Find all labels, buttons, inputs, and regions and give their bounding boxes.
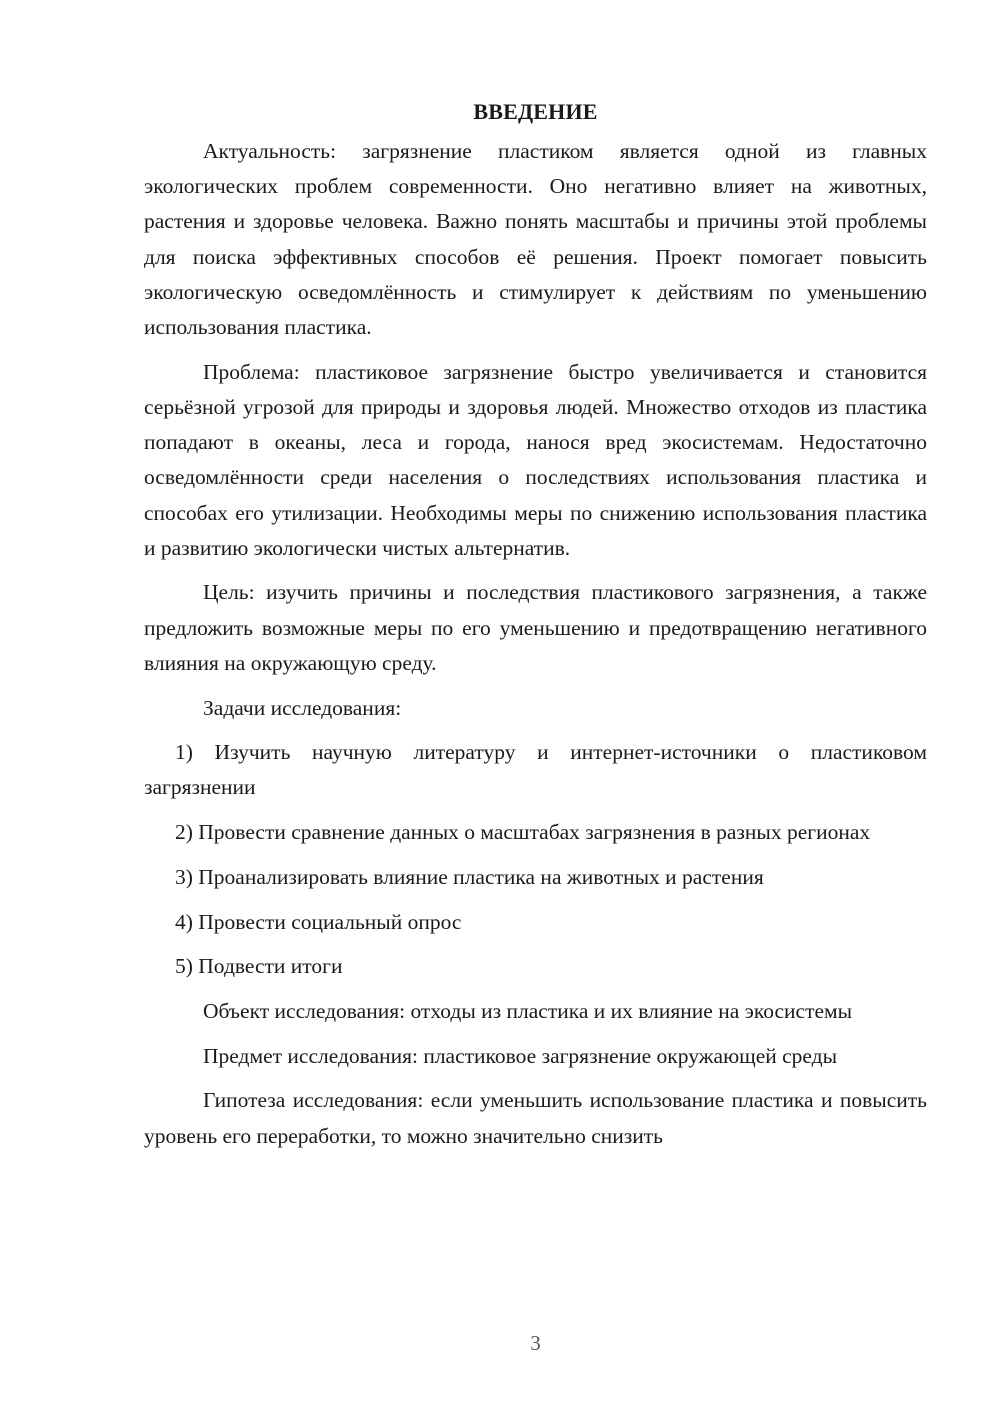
tasks-heading: Задачи исследования: [203, 695, 402, 720]
paragraph-subject: Предмет исследования: пластиковое загрязнение окружающей среды [203, 1043, 838, 1068]
page-number: 3 [530, 1331, 541, 1355]
task-item-1: 1) Изучить научную литературу и интернет-источники о пластиковом загрязнении [144, 740, 927, 800]
task-item-3: 3) Проанализировать влияние пластика на животных и растения [175, 864, 764, 889]
paragraph-hypothesis: Гипотеза исследования: если уменьшить использование пластика и повысить уровень его переработки, то можно значительно снизить [144, 1088, 927, 1148]
paragraph-goal: Цель: изучить причины и последствия пластикового загрязнения, а также предложить возможные меры по его уменьшению и предотвращению негативного влияния на окружающую среду. [144, 580, 927, 675]
paragraph-relevance: Актуальность: загрязнение пластиком является одной из главных экологических проблем современности. Оно негативно влияет на животных, растения и здоровье человека. Важно понять масштабы и причины этой проблемы для поиска эффективных способов её решения. Проект помогает повысить экологическую осведомлённость и стимулирует к действиям по уменьшению использования пластика. [144, 139, 927, 340]
paragraph-object: Объект исследования: отходы из пластика и их влияние на экосистемы [203, 998, 853, 1023]
task-item-5: 5) Подвести итоги [175, 954, 343, 979]
section-title: ВВЕДЕНИЕ [473, 99, 598, 124]
task-item-4: 4) Провести социальный опрос [175, 909, 462, 934]
paragraph-problem: Проблема: пластиковое загрязнение быстро увеличивается и становится серьёзной угрозой для природы и здоровья людей. Множество отходов из пластика попадают в океаны, леса и города, нанося вред экосистемам. Недостаточно осведомлённости среди населения о последствиях использования пластика и способах его утилизации. Необходимы меры по снижению использования пластика и развитию экологически чистых альтернатив. [144, 359, 927, 560]
task-item-2: 2) Провести сравнение данных о масштабах загрязнения в разных регионах [175, 820, 871, 845]
